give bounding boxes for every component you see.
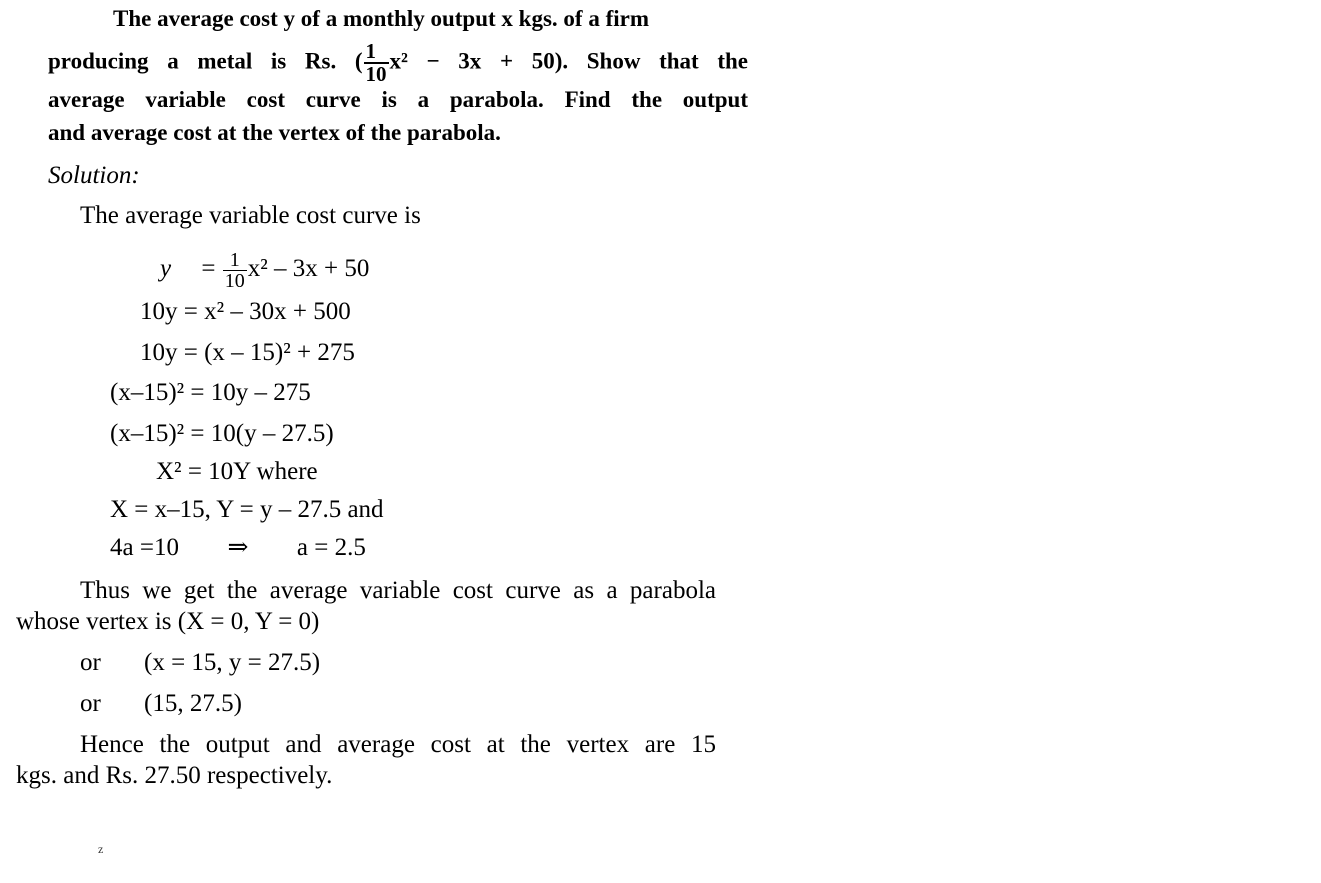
equation-1-equals: =	[201, 255, 222, 283]
problem-fraction	[364, 41, 389, 85]
equation-1	[160, 250, 369, 291]
page-mark: z	[98, 842, 104, 856]
equation-1-fraction-denominator: 10	[224, 270, 245, 292]
equation-1-fraction	[223, 250, 247, 291]
or-row-1-word: or	[80, 649, 101, 676]
equation-3	[140, 337, 355, 369]
conclusion-2-line-2: kgs. and Rs. 27.50 respectively.	[16, 762, 333, 789]
equation-2-lhs: 10y	[140, 298, 178, 325]
problem-line-2	[48, 41, 748, 85]
equation-8	[110, 532, 366, 564]
solution-intro: The average variable cost curve is	[80, 202, 421, 229]
conclusion-1-line-2: whose vertex is (X = 0, Y = 0)	[16, 608, 320, 635]
equation-4: (x–15)² = 10y – 275	[110, 379, 311, 406]
equation-2	[140, 296, 351, 328]
equation-3-rhs: = (x – 15)² + 275	[183, 339, 355, 366]
problem-line-2-suffix: x² − 3x + 50). Show that the	[389, 48, 748, 74]
or-row-1	[80, 647, 320, 679]
equation-7: X = x–15, Y = y – 27.5 and	[110, 496, 384, 523]
equation-8-right: a = 2.5	[296, 534, 366, 561]
equation-6-lhs: X²	[156, 458, 182, 485]
problem-line-2-prefix: producing a metal is Rs. (	[48, 48, 363, 74]
problem-fraction-numerator: 1	[364, 41, 389, 64]
conclusion-2-line-1: Hence the output and average cost at the vertex are 15	[80, 731, 716, 758]
implies-arrow-icon: ⇒	[227, 534, 249, 561]
or-row-1-value: (x = 15, y = 27.5)	[144, 649, 321, 676]
equation-1-lhs: y	[160, 255, 172, 283]
or-row-2-word: or	[80, 690, 101, 717]
equation-1-rhs: x² – 3x + 50	[247, 255, 370, 283]
problem-statement	[48, 0, 748, 151]
conclusion-paragraph-1	[16, 575, 716, 637]
equation-3-lhs: 10y	[140, 339, 178, 366]
equation-8-left: 4a =10	[110, 534, 179, 561]
problem-fraction-denominator: 10	[365, 62, 387, 86]
problem-line-3: average variable cost curve is a parabola. Find the output	[48, 87, 748, 112]
problem-line-1: The average cost y of a monthly output x kgs. of a firm	[113, 6, 649, 31]
or-row-2	[80, 688, 242, 720]
conclusion-paragraph-2	[16, 729, 716, 791]
equation-6-rhs: = 10Y where	[187, 458, 318, 485]
equation-6	[156, 456, 318, 488]
or-row-2-value: (15, 27.5)	[144, 690, 242, 717]
solution-label: Solution:	[48, 162, 140, 189]
equation-2-rhs: = x² – 30x + 500	[183, 298, 351, 325]
conclusion-1-line-1: Thus we get the average variable cost curve as a parabola	[80, 577, 716, 604]
equation-1-fraction-numerator: 1	[223, 250, 247, 271]
equation-5: (x–15)² = 10(y – 27.5)	[110, 420, 334, 447]
problem-line-4: and average cost at the vertex of the parabola.	[48, 120, 501, 145]
